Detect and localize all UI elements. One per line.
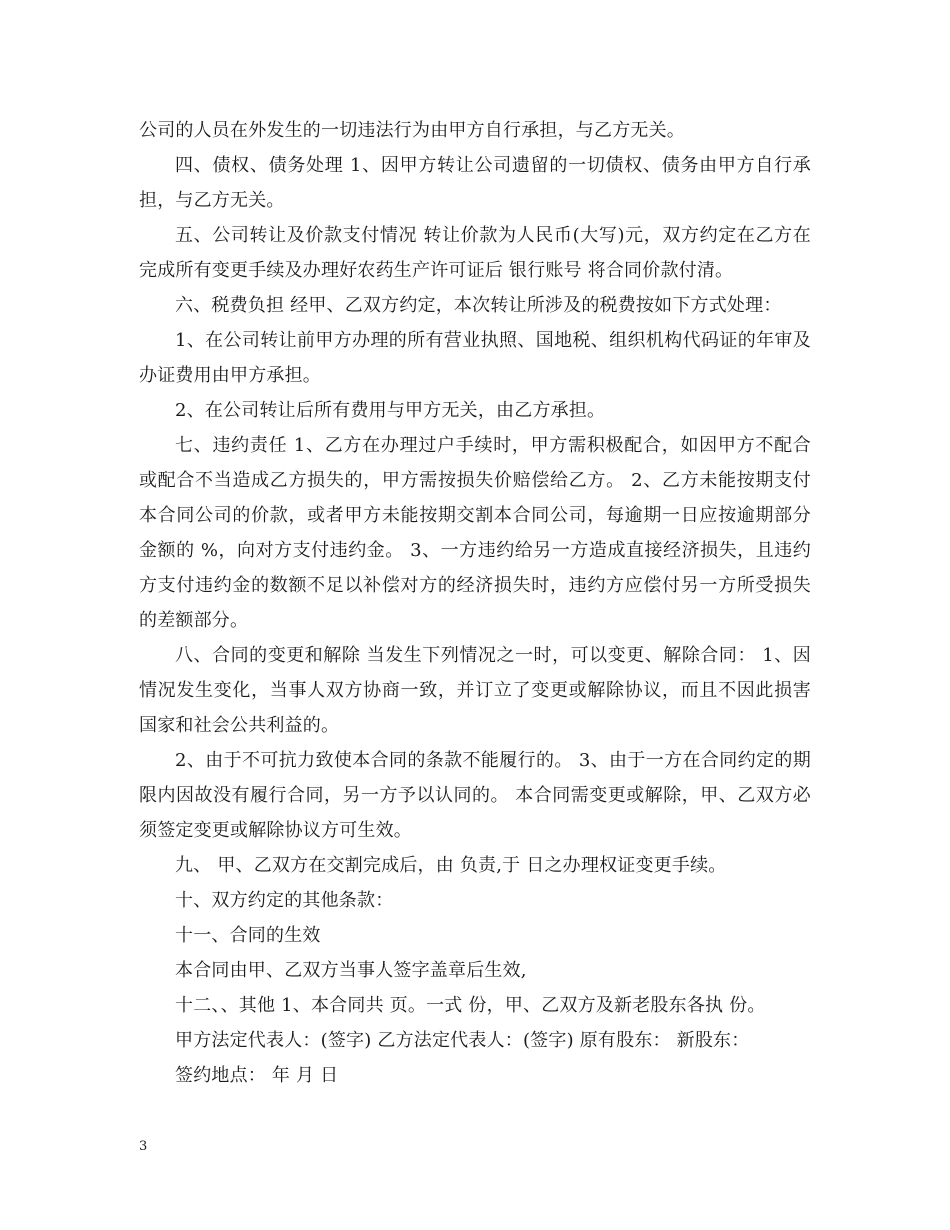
paragraph-4: 六、税费负担 经甲、乙双方约定，本次转让所涉及的税费按如下方式处理： [175, 295, 782, 316]
paragraph-13: 本合同由甲、乙双方当事人签字盖章后生效, [175, 960, 527, 981]
paragraph-8: 八、合同的变更和解除 当发生下列情况之一时，可以变更、解除合同： 1、因情况发生变化，当事人双方协商一致，并订立了变更或解除协议，而且不因此损害国家和社会公共利益的。 [139, 645, 811, 736]
paragraph-16: 签约地点： 年 月 日 [175, 1065, 339, 1086]
paragraph-2: 四、债权、债务处理 1、因甲方转让公司遗留的一切债权、债务由甲方自行承担，与乙方无关。 [139, 155, 811, 211]
document-body [139, 113, 811, 1093]
paragraph-7: 七、违约责任 1、乙方在办理过户手续时，甲方需积极配合，如因甲方不配合或配合不当造成乙方损失的，甲方需按损失价赔偿给乙方。 2、乙方未能按期支付本合同公司的价款，或者甲方未能按期交割本合同公司，每逾期一日应按逾期部分金额的 %，向对方支付违约金。 3、一方违约给另一方造成直接经济损失，且违约方支付违约金的数额不足以补偿对方的经济损失时，违约方应偿付另一方所受损失的差额部分。 [139, 435, 811, 631]
paragraph-14: 十二、、其他 1、本合同共 页。一式 份，甲、乙双方及新老股东各执 份。 [175, 995, 766, 1016]
paragraph-3: 五、公司转让及价款支付情况 转让价款为人民币(大写)元，双方约定在乙方在完成所有变更手续及办理好农药生产许可证后 银行账号 将合同价款付清。 [139, 225, 811, 281]
paragraph-1: 公司的人员在外发生的一切违法行为由甲方自行承担，与乙方无关。 [139, 120, 685, 141]
paragraph-9: 2、由于不可抗力致使本合同的条款不能履行的。 3、由于一方在合同约定的期限内因故没有履行合同，另一方予以认同的。 本合同需变更或解除，甲、乙双方必须签定变更或解除协议方可生效。 [139, 750, 811, 841]
paragraph-15: 甲方法定代表人：(签字) 乙方法定代表人：(签字) 原有股东： 新股东： [175, 1030, 750, 1051]
paragraph-6: 2、在公司转让后所有费用与甲方无关，由乙方承担。 [175, 400, 606, 421]
paragraph-11: 十、双方约定的其他条款： [175, 890, 394, 911]
paragraph-5: 1、在公司转让前甲方办理的所有营业执照、国地税、组织机构代码证的年审及办证费用由甲方承担。 [139, 330, 811, 386]
paragraph-10: 九、 甲、乙双方在交割完成后，由 负责,于 日之办理权证变更手续。 [175, 855, 727, 876]
paragraph-12: 十一、合同的生效 [175, 925, 321, 946]
page-number: 3 [139, 1139, 148, 1154]
